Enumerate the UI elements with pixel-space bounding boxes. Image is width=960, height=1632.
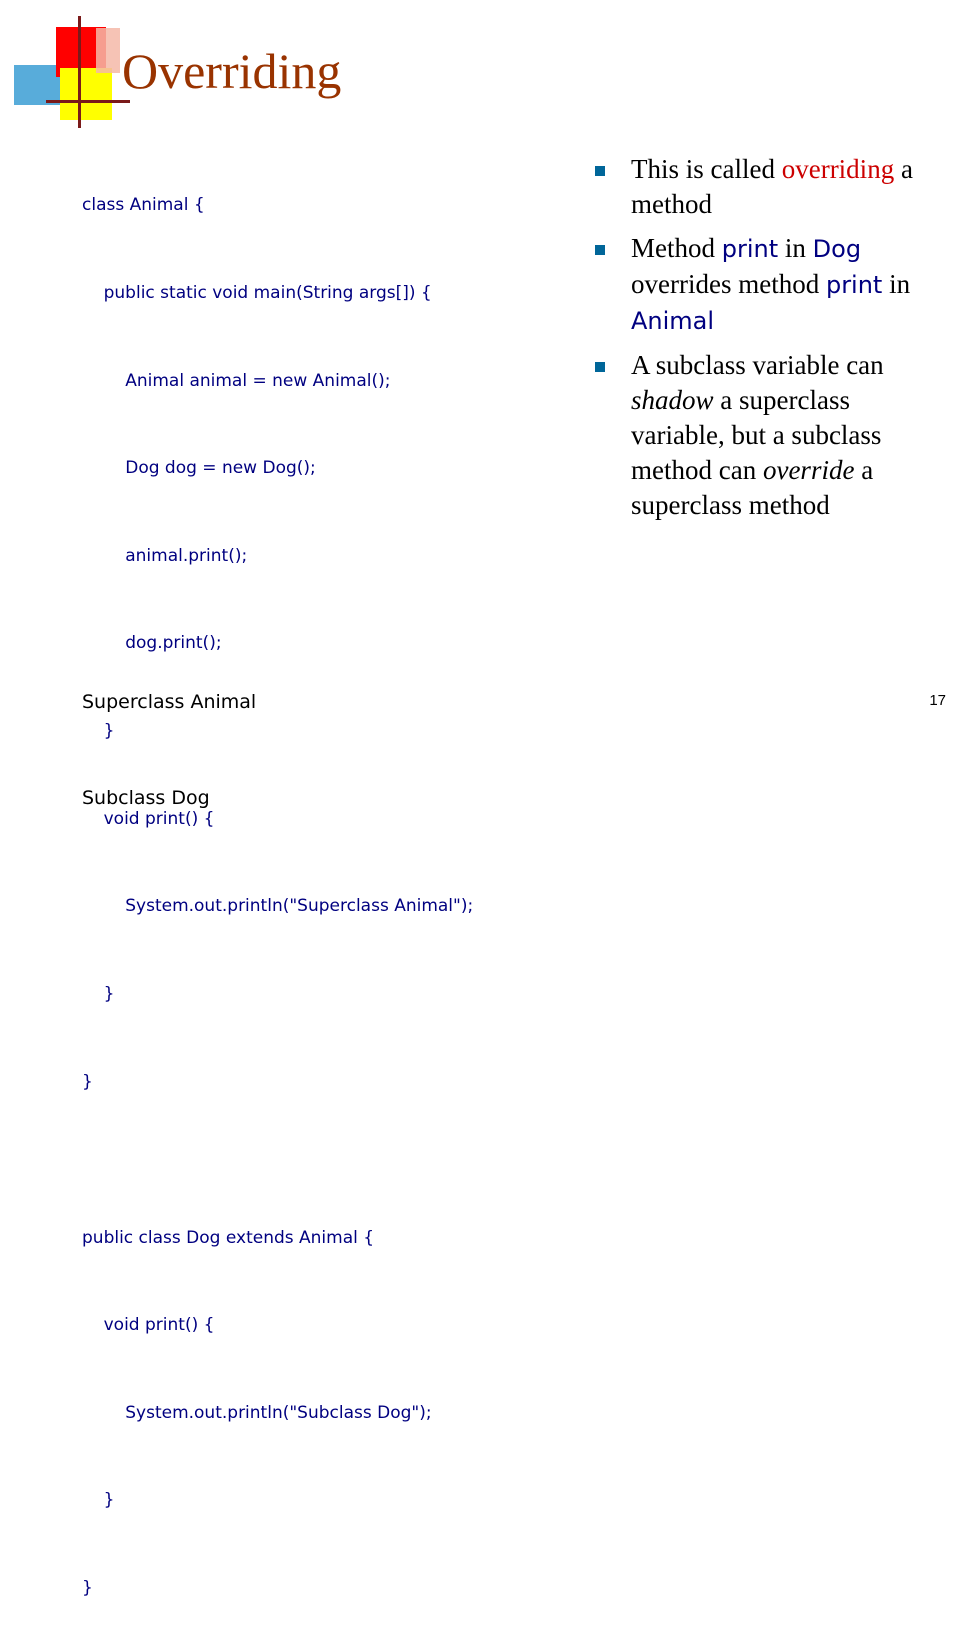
code-line: dog.print(); <box>82 633 222 654</box>
emphasis-term: override <box>762 455 855 485</box>
program-output <box>82 622 256 846</box>
code-line: void print() { <box>82 1315 215 1336</box>
vertical-line-decoration <box>78 16 81 128</box>
output-line: Subclass Dog <box>82 787 210 809</box>
square-bullet-icon <box>595 245 605 255</box>
code-term: print <box>825 271 883 299</box>
bullet-text: in <box>882 269 911 299</box>
code-line: Animal animal = new Animal(); <box>82 370 391 391</box>
bullet-text: a superclass variable, but a subclass method can <box>631 385 882 485</box>
code-gap <box>82 1155 473 1165</box>
slide-logo-decoration <box>0 0 130 130</box>
bullet-text: A subclass variable can <box>631 350 884 380</box>
bullet-item <box>595 348 925 523</box>
bullet-list <box>595 152 925 532</box>
bullet-text: Method <box>631 233 722 263</box>
code-term: Dog <box>812 235 862 263</box>
code-line: } <box>82 1490 115 1511</box>
bullet-text: This is called <box>631 154 782 184</box>
square-bullet-icon <box>595 166 605 176</box>
code-line: } <box>82 1071 93 1092</box>
code-line: class Animal { <box>82 195 205 216</box>
highlight-term: overriding <box>781 154 895 184</box>
code-line: System.out.println("Superclass Animal"); <box>82 896 474 917</box>
code-line: } <box>82 1577 93 1598</box>
slide-title: Overriding <box>122 43 342 99</box>
bullet-item <box>595 152 925 222</box>
code-line: public static void main(String args[]) { <box>82 283 432 304</box>
code-line: Dog dog = new Dog(); <box>82 458 316 479</box>
square-bullet-icon <box>595 362 605 372</box>
code-term: print <box>721 235 779 263</box>
code-listing <box>82 133 473 1632</box>
yellow-square-decoration <box>60 68 112 120</box>
code-line: public class Dog extends Animal { <box>82 1227 375 1248</box>
horizontal-line-decoration <box>46 100 130 103</box>
code-line: animal.print(); <box>82 545 248 566</box>
code-line: void print() { <box>82 808 215 829</box>
bullet-item <box>595 231 925 339</box>
code-line: } <box>82 983 115 1004</box>
emphasis-term: shadow <box>631 385 714 415</box>
bullet-text: a superclass method <box>631 455 874 520</box>
bullet-text: in <box>778 233 813 263</box>
code-line: } <box>82 721 115 742</box>
output-line: Superclass Animal <box>82 691 257 713</box>
code-term: Animal <box>631 307 715 335</box>
pink-square-decoration <box>96 28 120 73</box>
code-line: System.out.println("Subclass Dog"); <box>82 1402 432 1423</box>
page-number: 17 <box>929 692 946 709</box>
bullet-text: a method <box>631 154 913 219</box>
bullet-text: overrides method <box>631 269 826 299</box>
